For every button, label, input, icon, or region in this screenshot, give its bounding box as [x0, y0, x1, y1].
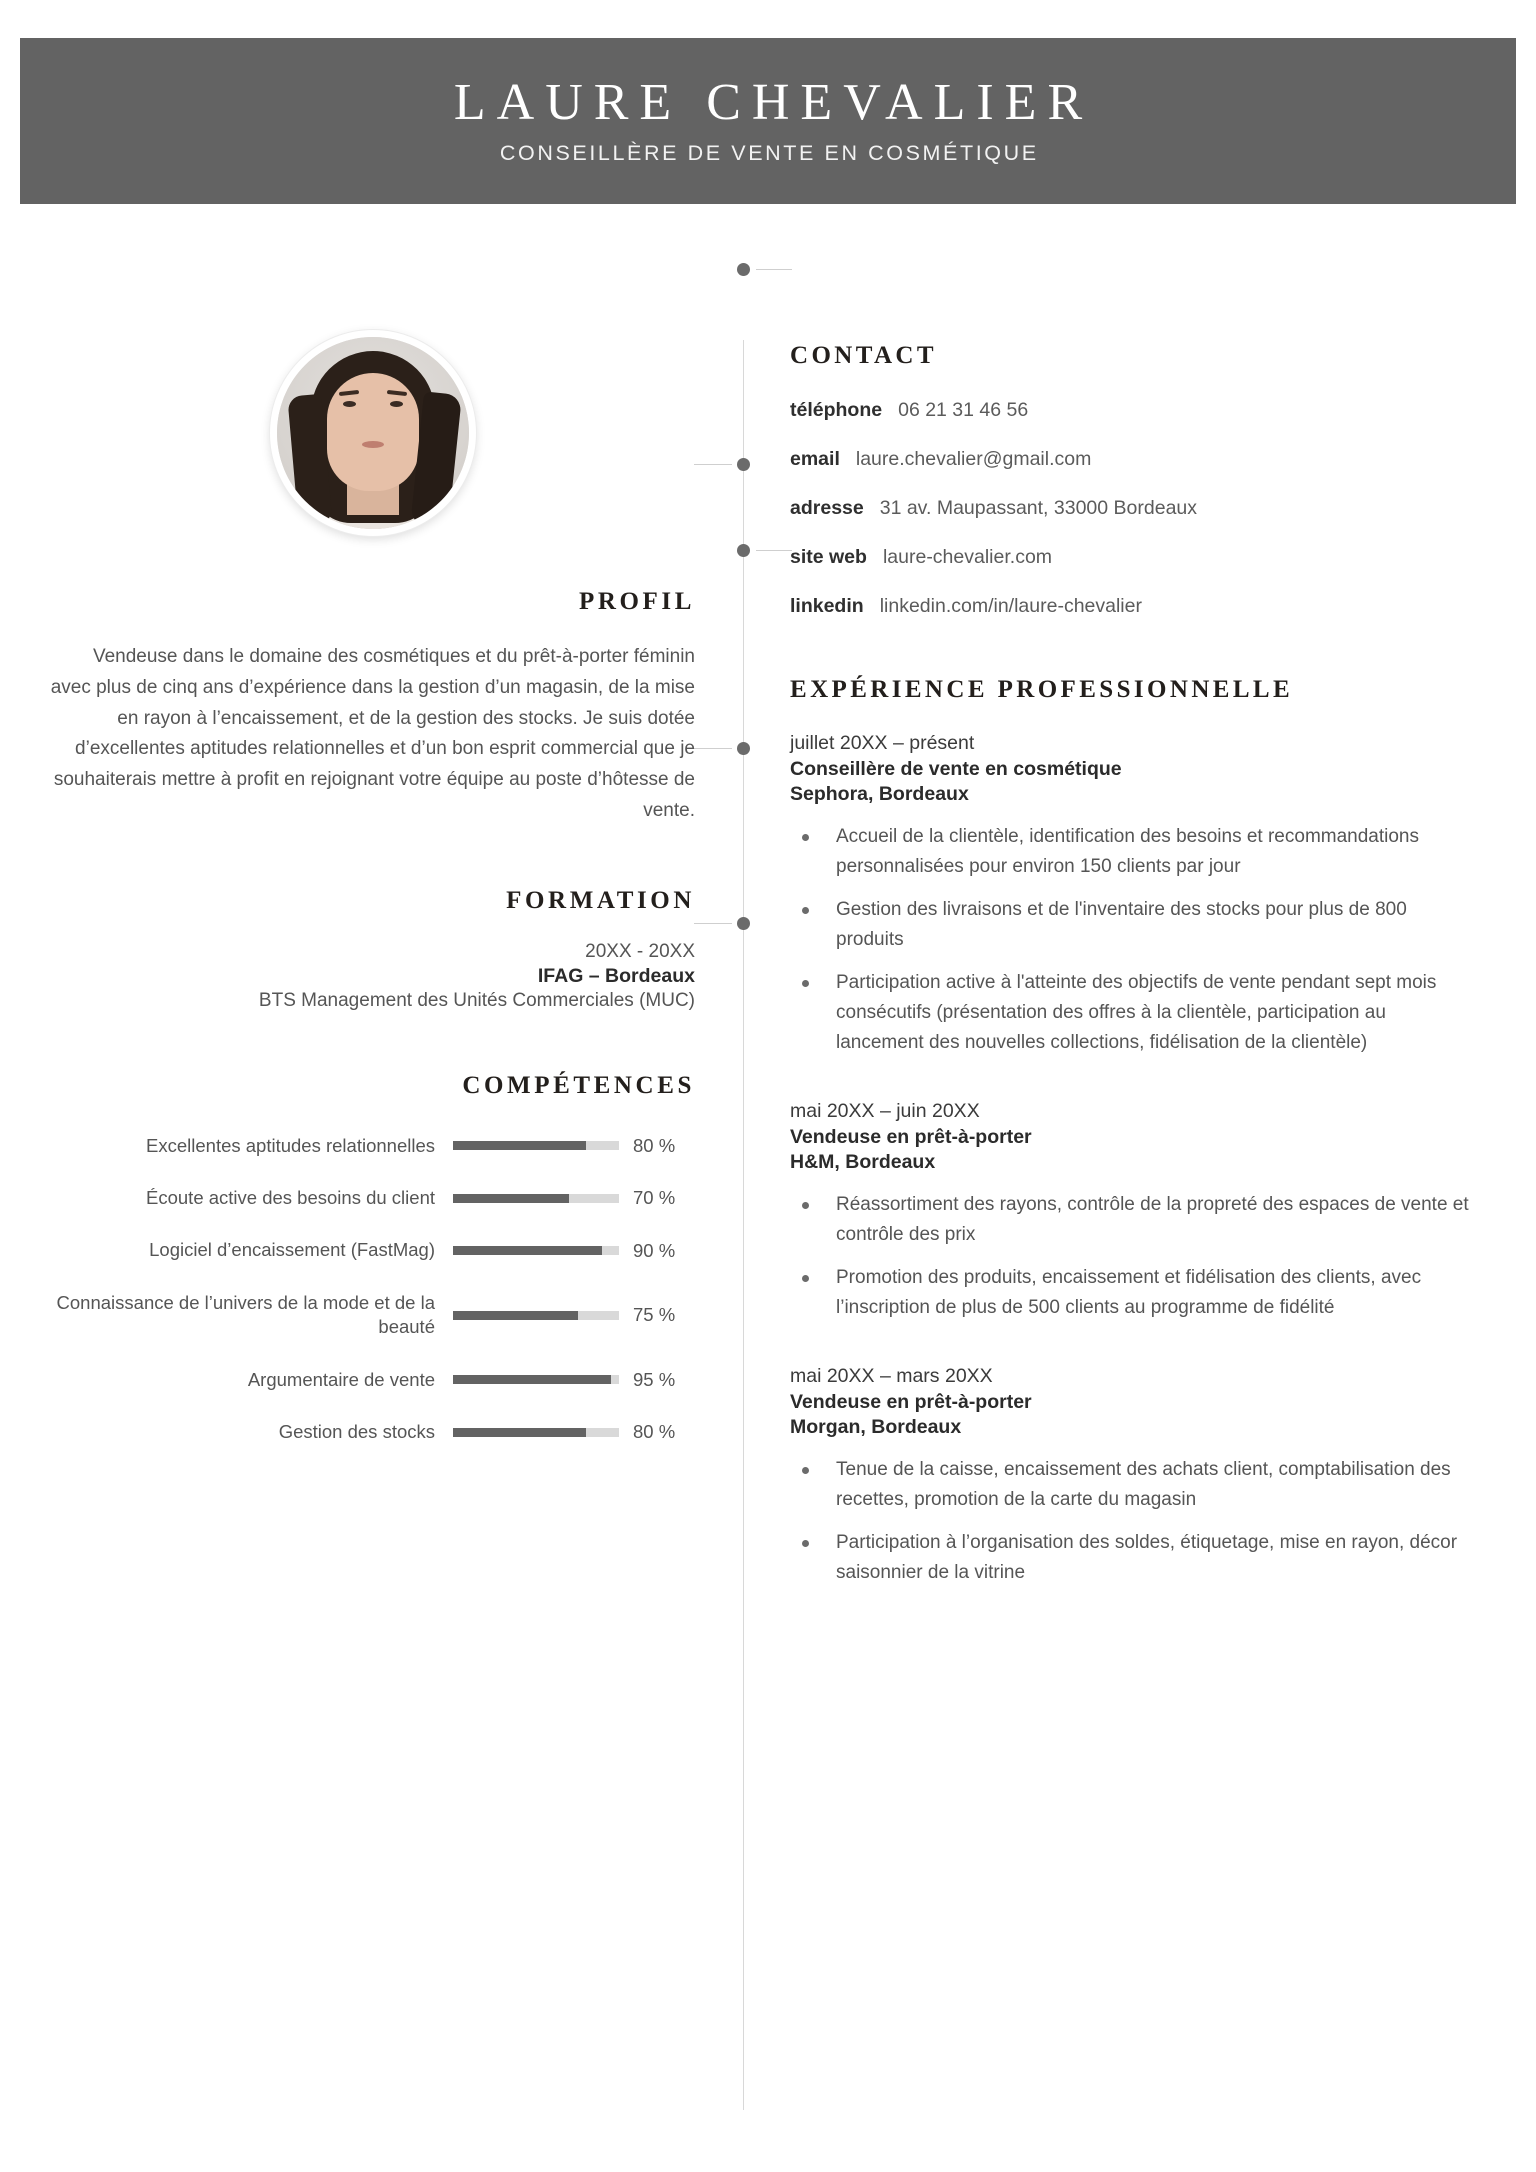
timeline-dot-formation	[737, 742, 750, 755]
experience-dates: juillet 20XX – présent	[790, 732, 975, 754]
experience-org: H&M, Bordeaux	[790, 1151, 936, 1174]
profil-text: Vendeuse dans le domaine des cosmétiques et du prêt-à-porter féminin avec plus de cinq ans d’expérience dans la gestion d’un magasin, de la mise en rayon à l’encaissement, et de la gestion des stocks. Je suis dotée d’excellentes aptitudes relationnelles et d’un bon esprit commercial que je souhaiterais mettre à profit en rejoignant votre équipe au poste d’hôtesse de vente.	[50, 646, 695, 821]
skill-bar-track	[453, 1141, 619, 1150]
skill-percent: 80 %	[633, 1134, 676, 1156]
skill-row	[50, 1134, 695, 1158]
section-heading-experience: EXPÉRIENCE PROFESSIONNELLE	[790, 675, 1294, 703]
skill-label: Écoute active des besoins du client	[146, 1187, 435, 1208]
experience-item	[790, 1100, 1470, 1323]
skill-bar-fill	[453, 1194, 569, 1203]
avatar	[50, 330, 695, 536]
list-item: Participation à l’organisation des soldes, étiquetage, mise en rayon, décor saisonnier de la vitrine	[790, 1528, 1470, 1588]
contact-row-site-web	[790, 546, 1470, 569]
list-item: Accueil de la clientèle, identification des besoins et recommandations personnalisées pour environ 150 clients par jour	[790, 822, 1470, 882]
formation-degree: BTS Management des Unités Commerciales (MUC)	[258, 989, 695, 1011]
skill-label: Connaissance de l’univers de la mode et de la beauté	[56, 1291, 435, 1338]
skill-label: Excellentes aptitudes relationnelles	[146, 1134, 435, 1156]
contact-key: site web	[790, 545, 867, 568]
photo-eye-right	[390, 401, 403, 407]
right-column	[790, 340, 1470, 1630]
skill-label: Gestion des stocks	[278, 1421, 435, 1443]
timeline-dot-competences	[737, 917, 750, 930]
skill-bar-fill	[453, 1428, 586, 1437]
experience-dates: mai 20XX – juin 20XX	[790, 1100, 980, 1123]
photo-eye-left	[343, 401, 356, 407]
contact-row-email	[790, 448, 1470, 471]
skill-bar-track	[453, 1194, 619, 1203]
experience-role: Vendeuse en prêt-à-porter	[790, 1391, 1032, 1414]
skill-bar-track	[453, 1428, 619, 1437]
skill-row	[50, 1368, 695, 1392]
skill-bar-fill	[453, 1141, 586, 1150]
contact-value: 31 av. Maupassant, 33000 Bordeaux	[879, 496, 1198, 519]
contact-row-telephone	[790, 399, 1470, 422]
timeline-dot-contact	[737, 263, 750, 276]
contact-list	[790, 399, 1470, 618]
experience-item	[790, 1365, 1470, 1588]
skill-bar-fill	[453, 1311, 578, 1320]
skill-bar-track	[453, 1375, 619, 1384]
spacer-contact-experience	[790, 644, 1470, 674]
contact-key: téléphone	[790, 398, 883, 421]
timeline-dot-experience	[737, 544, 750, 557]
skill-percent: 95 %	[633, 1368, 676, 1390]
contact-value[interactable]: 06 21 31 46 56	[898, 398, 1029, 421]
list-item: Réassortiment des rayons, contrôle de la propreté des espaces de vente et contrôle des prix	[790, 1190, 1470, 1250]
timeline-stub-formation	[694, 748, 732, 749]
skill-row	[50, 1291, 695, 1340]
skill-row	[50, 1186, 695, 1210]
skill-bar-fill	[453, 1375, 611, 1384]
contact-key: email	[790, 447, 840, 470]
section-heading-competences: COMPÉTENCES	[462, 1071, 695, 1099]
timeline-stub-contact	[756, 269, 792, 270]
contact-value[interactable]: laure.chevalier@gmail.com	[855, 447, 1092, 470]
spacer-profil-formation	[50, 827, 695, 887]
skill-percent: 90 %	[633, 1239, 676, 1261]
experience-bullets	[790, 822, 1470, 1058]
left-column	[50, 330, 695, 1472]
experience-bullets	[790, 1455, 1470, 1588]
skill-row	[50, 1420, 695, 1444]
skill-bar-track	[453, 1311, 619, 1320]
skill-bar-fill	[453, 1246, 602, 1255]
contact-row-adresse	[790, 497, 1470, 520]
experience-role: Vendeuse en prêt-à-porter	[790, 1126, 1032, 1149]
timeline-stub-competences	[694, 923, 732, 924]
skill-bar-track	[453, 1246, 619, 1255]
section-heading-contact: CONTACT	[790, 342, 937, 369]
contact-value[interactable]: linkedin.com/in/laure-chevalier	[879, 594, 1142, 617]
portrait-photo	[270, 330, 476, 536]
photo-face	[327, 373, 419, 491]
skill-label: Logiciel d’encaissement (FastMag)	[149, 1239, 435, 1261]
contact-key: linkedin	[790, 594, 864, 617]
experience-dates: mai 20XX – mars 20XX	[790, 1365, 993, 1388]
formation-dates: 20XX - 20XX	[585, 940, 695, 962]
contact-row-linkedin	[790, 595, 1470, 618]
timeline-spine	[743, 340, 744, 2110]
list-item: Gestion des livraisons et de l'inventaire des stocks pour plus de 800 produits	[790, 895, 1470, 955]
experience-bullets	[790, 1190, 1470, 1323]
section-heading-profil: PROFIL	[578, 588, 695, 615]
contact-value[interactable]: laure-chevalier.com	[882, 545, 1053, 568]
skill-percent: 70 %	[633, 1187, 676, 1209]
skills-list	[50, 1134, 695, 1445]
timeline-stub-experience	[756, 550, 792, 551]
list-item: Tenue de la caisse, encaissement des achats client, comptabilisation des recettes, promotion de la carte du magasin	[790, 1455, 1470, 1515]
experience-role: Conseillère de vente en cosmétique	[790, 758, 1122, 780]
contact-key: adresse	[790, 496, 864, 519]
skill-row	[50, 1238, 695, 1262]
skill-percent: 80 %	[633, 1421, 676, 1443]
skill-percent: 75 %	[633, 1304, 676, 1326]
job-title-subtitle: CONSEILLÈRE DE VENTE EN COSMÉTIQUE	[499, 140, 1039, 165]
resume-header	[20, 38, 1516, 204]
list-item: Promotion des produits, encaissement et fidélisation des clients, avec l’inscription de plus de 500 clients au programme de fidélité	[790, 1263, 1470, 1323]
experience-item	[790, 732, 1470, 1058]
spacer-formation-competences	[50, 1012, 695, 1072]
photo-mouth	[362, 441, 384, 448]
experience-org: Morgan, Bordeaux	[790, 1416, 962, 1439]
skill-label: Argumentaire de vente	[247, 1368, 435, 1390]
page-title: LAURE CHEVALIER	[453, 74, 1094, 132]
list-item: Participation active à l'atteinte des objectifs de vente pendant sept mois consécutifs (présentation des offres à la clientèle, participation au lancement des nouvelles collections, fidélisation de la clientèle)	[790, 968, 1470, 1058]
section-heading-formation: FORMATION	[506, 886, 695, 914]
timeline-dot-profil	[737, 458, 750, 471]
timeline-stub-profil	[694, 464, 732, 465]
experience-org: Sephora, Bordeaux	[790, 783, 969, 805]
formation-school: IFAG – Bordeaux	[537, 964, 695, 987]
